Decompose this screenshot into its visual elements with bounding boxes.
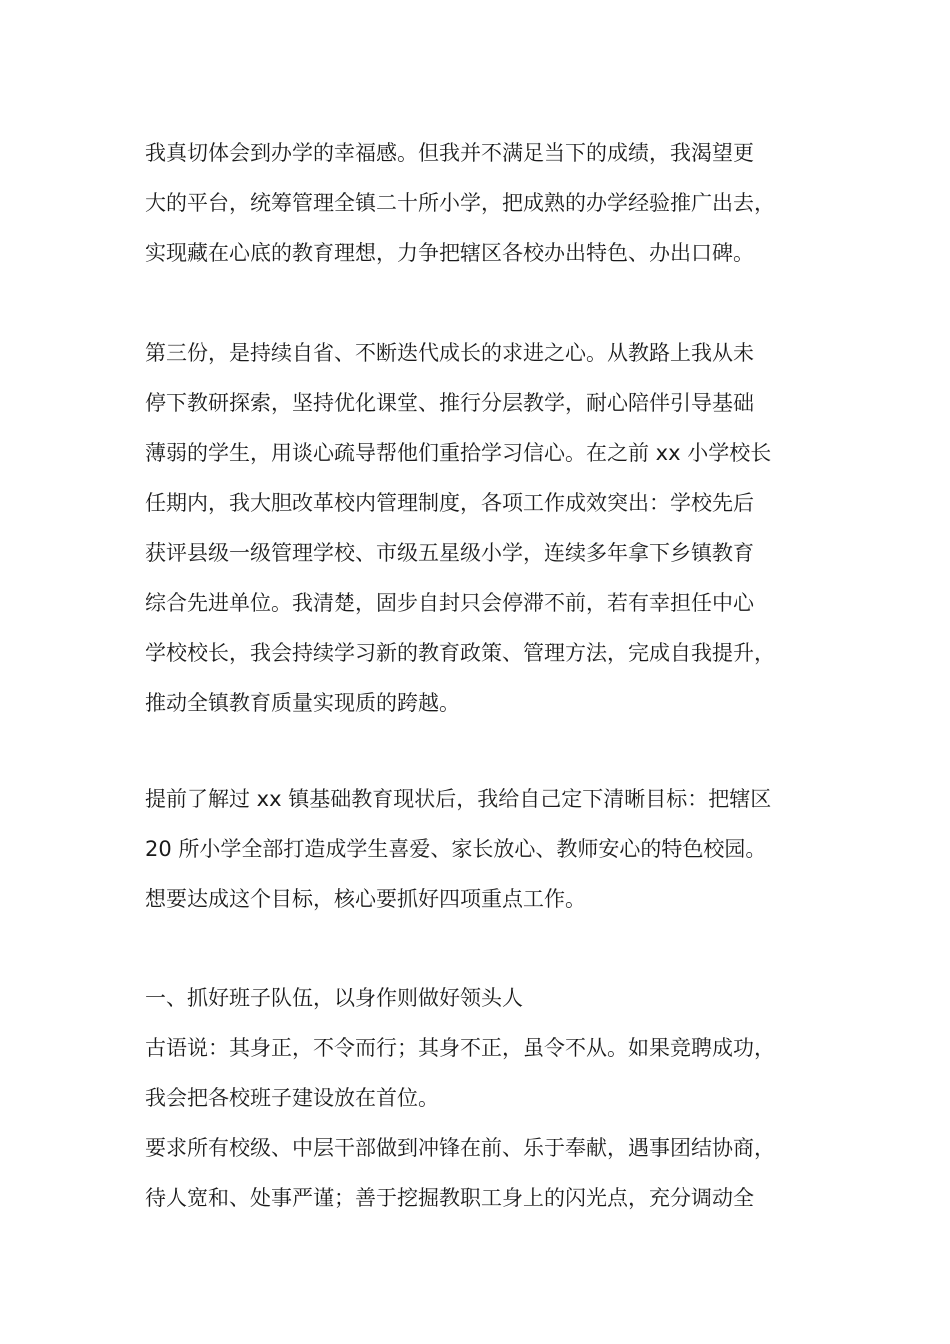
- text-line: 想要达成这个目标，核心要抓好四项重点工作。: [145, 887, 586, 911]
- text-line: 学校校长，我会持续学习新的教育政策、管理方法，完成自我提升，: [145, 641, 775, 665]
- paragraph-2: [145, 328, 825, 728]
- text-line: 任期内，我大胆改革校内管理制度，各项工作成效突出：学校先后: [145, 491, 754, 515]
- text-line: 薄弱的学生，用谈心疏导帮他们重拾学习信心。在之前 xx 小学校长: [145, 441, 772, 465]
- text-line: 综合先进单位。我清楚，固步自封只会停滞不前，若有幸担任中心: [145, 591, 754, 615]
- text-line: 我会把各校班子建设放在首位。: [145, 1086, 439, 1110]
- text-line: 推动全镇教育质量实现质的跨越。: [145, 691, 460, 715]
- text-line: 停下教研探索，坚持优化课堂、推行分层教学，耐心陪伴引导基础: [145, 391, 754, 415]
- text-line: 第三份，是持续自省、不断迭代成长的求进之心。从教路上我从未: [145, 341, 754, 365]
- paragraph-1: [145, 128, 825, 278]
- paragraph-4: [145, 973, 825, 1223]
- text-line: 大的平台，统筹管理全镇二十所小学，把成熟的办学经验推广出去，: [145, 191, 775, 215]
- text-line: 提前了解过 xx 镇基础教育现状后，我给自己定下清晰目标：把辖区: [145, 787, 772, 811]
- text-line: 要求所有校级、中层干部做到冲锋在前、乐于奉献，遇事团结协商，: [145, 1136, 775, 1160]
- text-line: 实现藏在心底的教育理想，力争把辖区各校办出特色、办出口碑。: [145, 241, 754, 265]
- text-line: 20 所小学全部打造成学生喜爱、家长放心、教师安心的特色校园。: [145, 837, 767, 861]
- text-line: 待人宽和、处事严谨；善于挖掘教职工身上的闪光点，充分调动全: [145, 1186, 754, 1210]
- text-line: 古语说：其身正，不令而行；其身不正，虽令不从。如果竞聘成功，: [145, 1036, 775, 1060]
- text-line: 获评县级一级管理学校、市级五星级小学，连续多年拿下乡镇教育: [145, 541, 754, 565]
- text-line: 我真切体会到办学的幸福感。但我并不满足当下的成绩，我渴望更: [145, 141, 754, 165]
- section-heading: 一、抓好班子队伍，以身作则做好领头人: [145, 986, 523, 1010]
- paragraph-3: [145, 774, 825, 924]
